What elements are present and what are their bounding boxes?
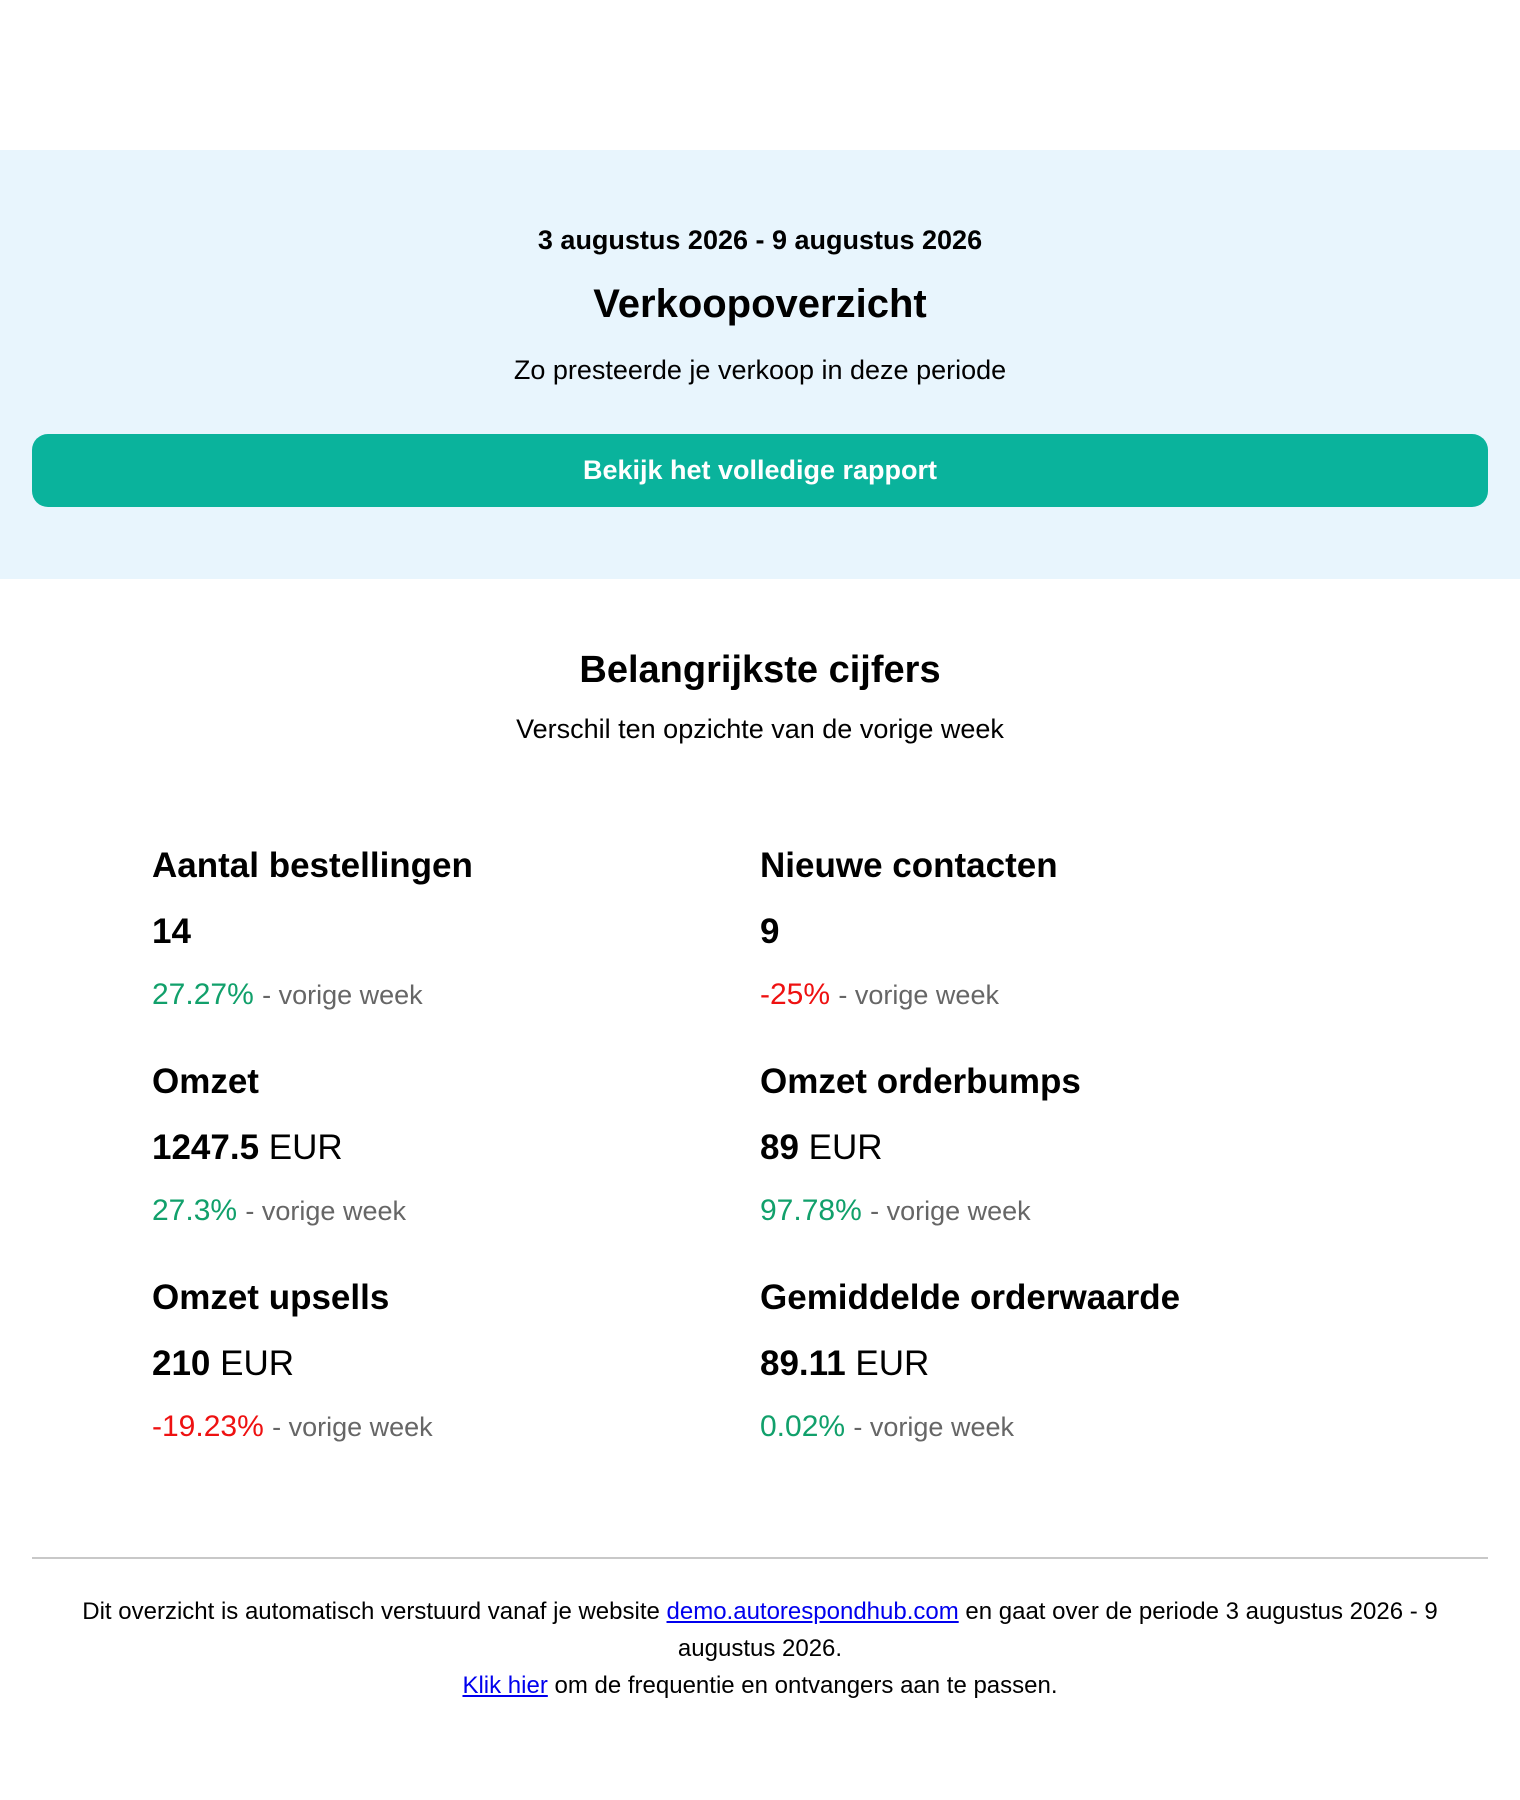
page-title: Verkoopoverzicht — [593, 282, 927, 326]
website-link[interactable]: demo.autorespondhub.com — [666, 1598, 959, 1625]
footer-text-after: en gaat over de periode 3 augustus 2026 - 9 augustus 2026. — [677, 1598, 1438, 1662]
metric-upsell-revenue — [152, 1277, 760, 1447]
change-percent: -19.23% — [152, 1410, 264, 1443]
footer — [0, 1559, 1520, 1704]
footer-info — [60, 1593, 1460, 1667]
view-full-report-button[interactable]: Bekijk het volledige rapport — [32, 434, 1488, 507]
change-suffix: - vorige week — [870, 1196, 1031, 1226]
change-suffix: - vorige week — [853, 1412, 1014, 1442]
change-suffix: - vorige week — [245, 1196, 406, 1226]
metric-label: Nieuwe contacten — [760, 846, 1058, 885]
change-suffix: - vorige week — [262, 980, 423, 1010]
hero-section — [0, 150, 1520, 579]
change-percent: -25% — [760, 978, 831, 1011]
change-percent: 27.27% — [152, 978, 254, 1011]
kpi-subtitle: Verschil ten opzichte van de vorige week — [516, 714, 1004, 744]
metric-new-contacts — [760, 845, 1320, 1015]
metric-change — [152, 975, 760, 1015]
metric-value: 14 — [152, 912, 191, 951]
settings-link[interactable]: Klik hier — [462, 1672, 548, 1699]
metric-revenue — [152, 1061, 760, 1231]
metric-change — [152, 1191, 760, 1231]
metric-label: Omzet orderbumps — [760, 1062, 1081, 1101]
metric-change — [760, 975, 1320, 1015]
metric-orders — [152, 845, 760, 1015]
metric-average-order-value — [760, 1277, 1320, 1447]
metric-label: Gemiddelde orderwaarde — [760, 1278, 1181, 1317]
metric-label: Omzet upsells — [152, 1278, 390, 1317]
change-suffix: - vorige week — [838, 980, 999, 1010]
metric-change — [760, 1407, 1320, 1447]
change-suffix: - vorige week — [272, 1412, 433, 1442]
kpi-title: Belangrijkste cijfers — [579, 649, 941, 691]
kpi-header — [0, 579, 1520, 745]
footer-text-before: Dit overzicht is automatisch verstuurd vanaf je website — [82, 1598, 660, 1625]
change-percent: 0.02% — [760, 1410, 846, 1443]
metric-change — [760, 1191, 1320, 1231]
metric-label: Omzet — [152, 1062, 259, 1101]
kpi-grid — [152, 845, 1520, 1447]
change-percent: 27.3% — [152, 1194, 238, 1227]
kpi-section — [0, 579, 1520, 1447]
metric-value: 9 — [760, 912, 780, 951]
metric-orderbump-revenue — [760, 1061, 1320, 1231]
page-subtitle: Zo presteerde je verkoop in deze periode — [513, 355, 1007, 385]
metric-change — [152, 1407, 760, 1447]
change-percent: 97.78% — [760, 1194, 862, 1227]
metric-label: Aantal bestellingen — [152, 846, 473, 885]
metric-value: 210 EUR — [152, 1344, 295, 1383]
report-period: 3 augustus 2026 - 9 augustus 2026 — [537, 225, 983, 255]
metric-value: 89.11 EUR — [760, 1344, 930, 1383]
top-spacer — [0, 0, 1520, 150]
footer-settings — [60, 1667, 1460, 1704]
settings-text: om de frequentie en ontvangers aan te passen. — [554, 1672, 1058, 1699]
metric-value: 1247.5 EUR — [152, 1128, 343, 1167]
metric-value: 89 EUR — [760, 1128, 883, 1167]
